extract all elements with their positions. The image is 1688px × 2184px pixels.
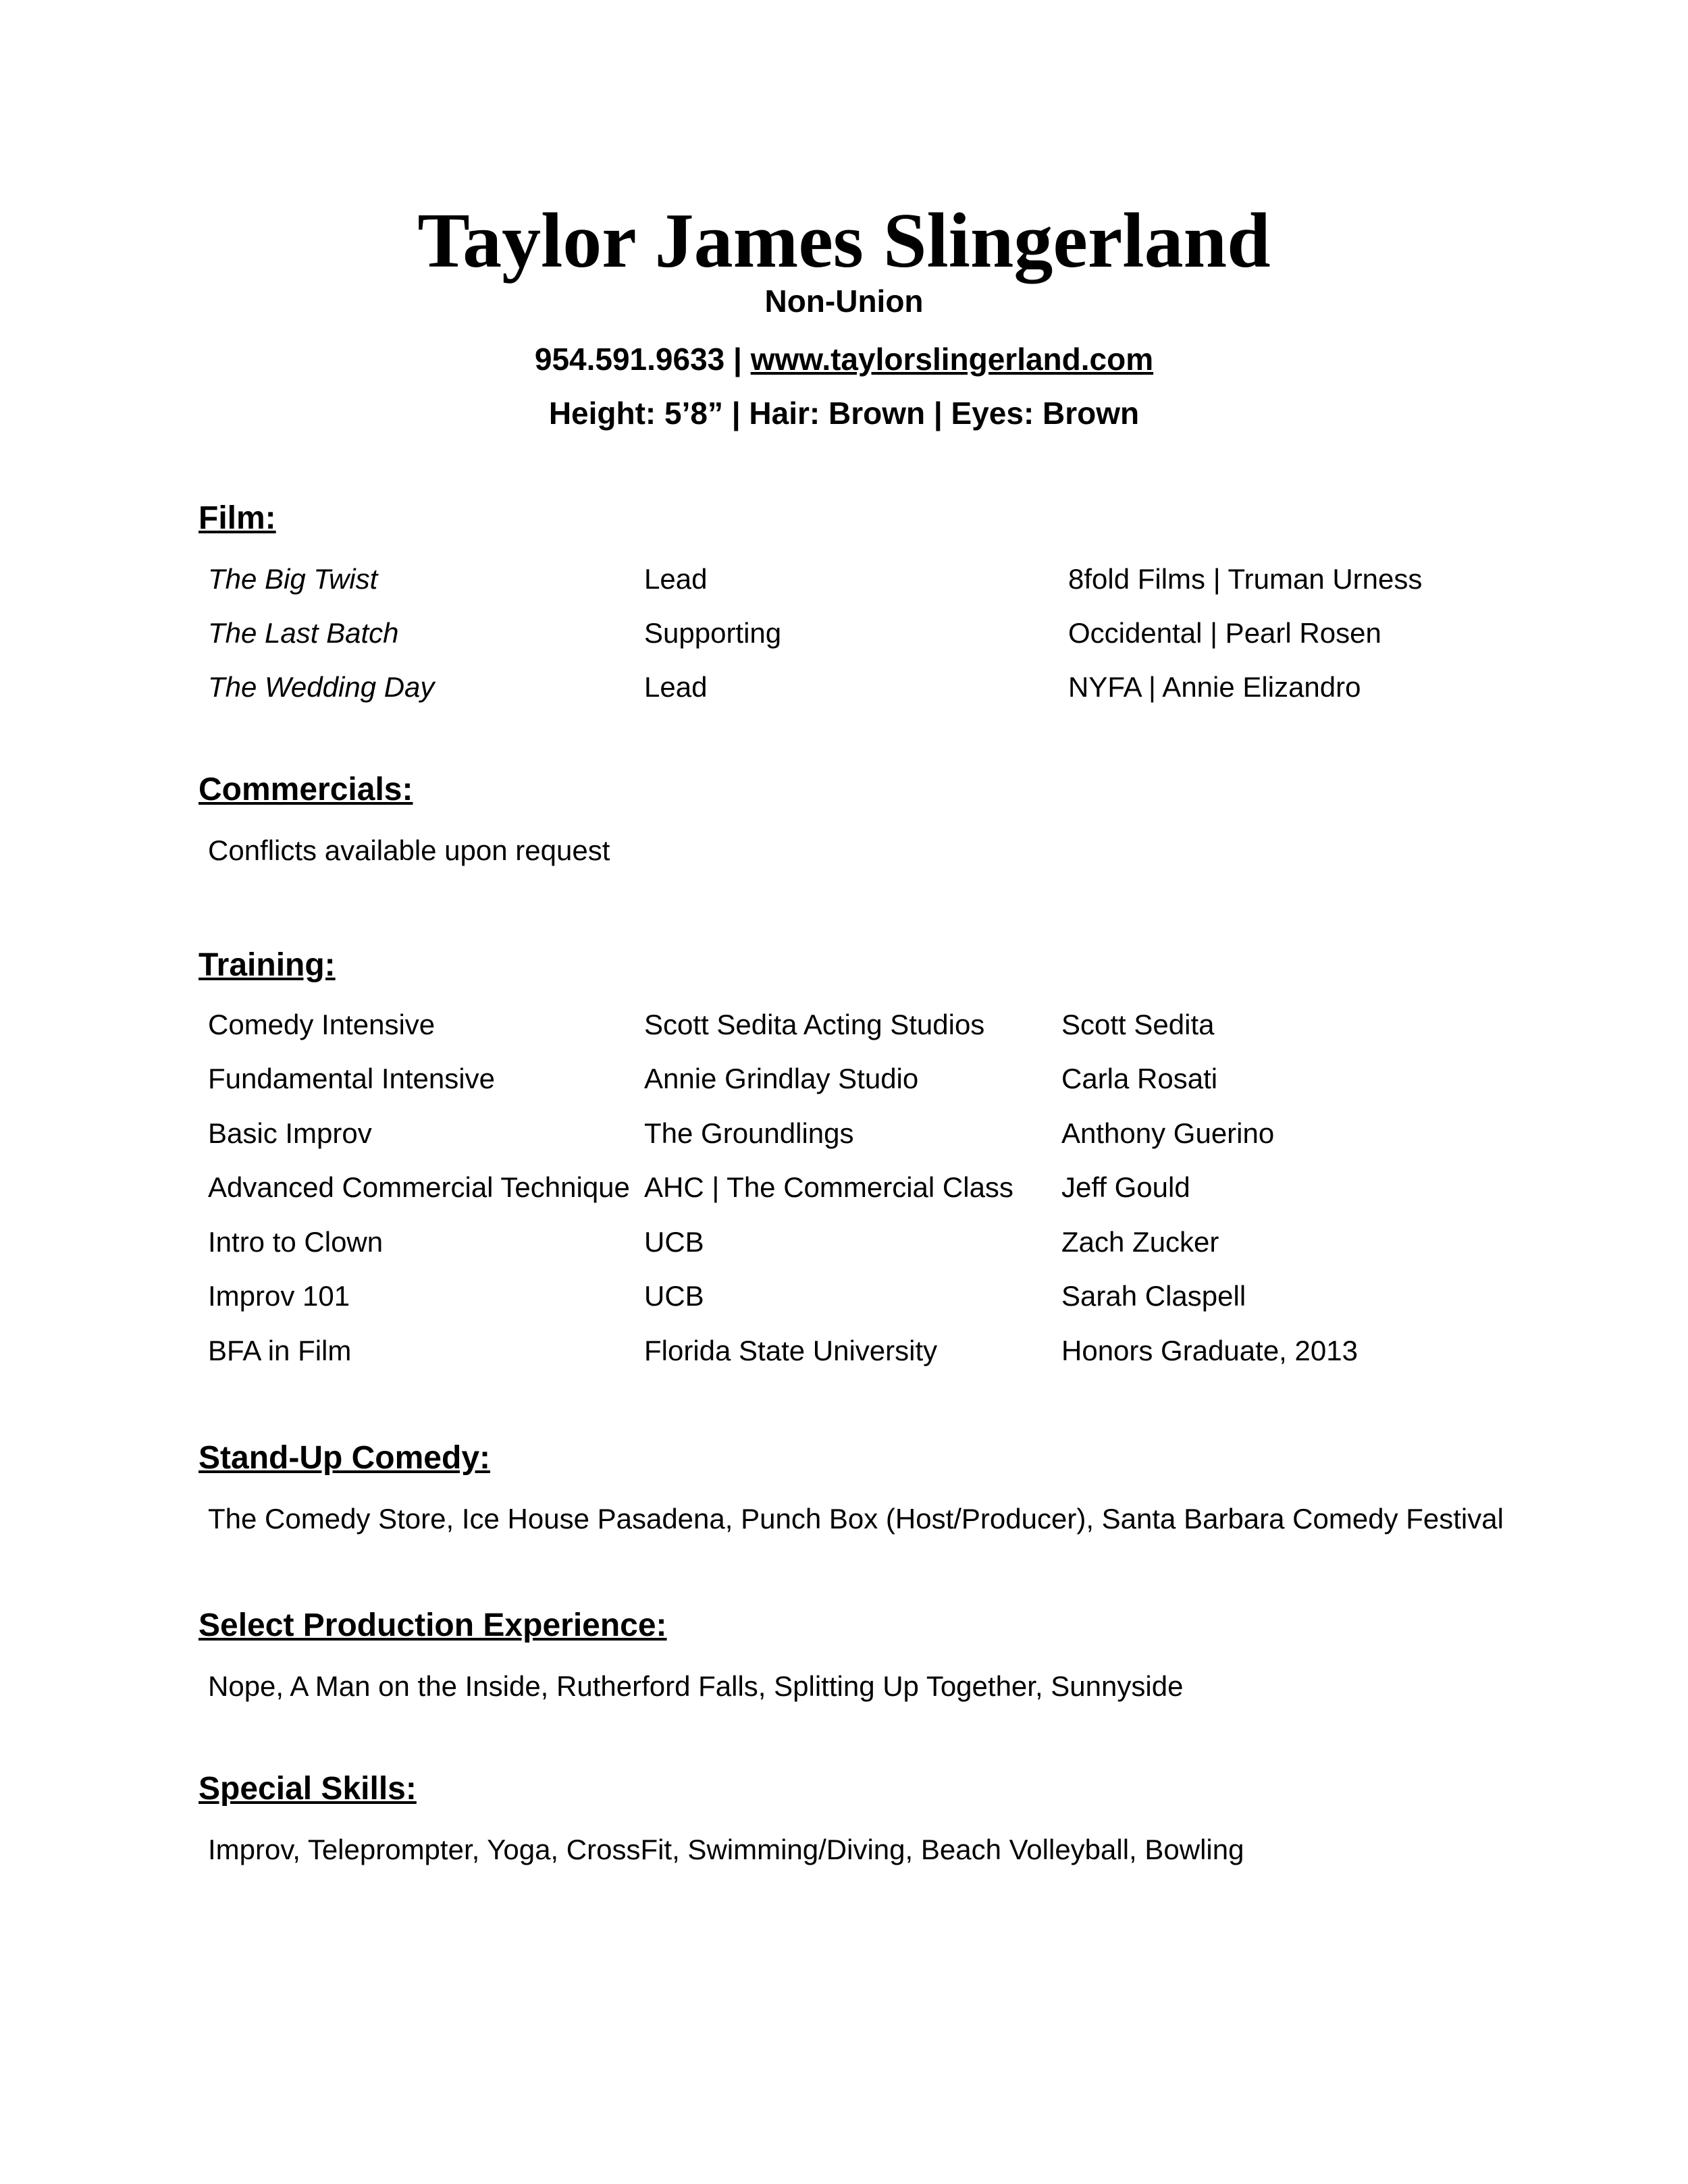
- standup-heading: Stand-Up Comedy:: [199, 1440, 490, 1476]
- training-teacher: Scott Sedita: [1061, 1009, 1215, 1040]
- training-school: Scott Sedita Acting Studios: [644, 1009, 985, 1040]
- training-teacher: Zach Zucker: [1061, 1226, 1219, 1258]
- training-school: UCB: [644, 1226, 704, 1258]
- website-link[interactable]: www.taylorslingerland.com: [750, 342, 1154, 377]
- commercials-heading: Commercials:: [199, 772, 413, 807]
- film-company: 8fold Films | Truman Urness: [1068, 563, 1423, 595]
- film-role: Lead: [644, 563, 708, 595]
- training-row: [0, 1115, 1688, 1152]
- production-text: Nope, A Man on the Inside, Rutherford Falls, Splitting Up Together, Sunnyside: [208, 1670, 1184, 1702]
- training-school: UCB: [644, 1280, 704, 1312]
- standup-text: The Comedy Store, Ice House Pasadena, Punch Box (Host/Producer), Santa Barbara Comedy Festival: [208, 1503, 1504, 1535]
- training-course: Comedy Intensive: [208, 1009, 436, 1040]
- training-teacher: Anthony Guerino: [1061, 1117, 1275, 1149]
- training-teacher: Carla Rosati: [1061, 1063, 1218, 1094]
- film-company: Occidental | Pearl Rosen: [1068, 617, 1381, 649]
- training-course: BFA in Film: [208, 1335, 352, 1366]
- training-school: Florida State University: [644, 1335, 938, 1366]
- training-heading: Training:: [199, 947, 336, 983]
- production-heading: Select Production Experience:: [199, 1607, 667, 1643]
- commercials-text: Conflicts available upon request: [208, 834, 610, 866]
- film-heading: Film:: [199, 500, 276, 536]
- training-school: Annie Grindlay Studio: [644, 1063, 919, 1094]
- union-status: Non-Union: [764, 284, 924, 319]
- skills-text: Improv, Teleprompter, Yoga, CrossFit, Swimming/Diving, Beach Volleyball, Bowling: [208, 1834, 1244, 1865]
- film-row: [0, 668, 1688, 706]
- training-row: [0, 1006, 1688, 1044]
- training-course: Advanced Commercial Technique: [208, 1171, 630, 1203]
- training-row: [0, 1060, 1688, 1098]
- training-teacher: Honors Graduate, 2013: [1061, 1335, 1358, 1366]
- training-course: Fundamental Intensive: [208, 1063, 495, 1094]
- training-course: Improv 101: [208, 1280, 350, 1312]
- film-title: The Big Twist: [208, 563, 378, 595]
- film-role: Lead: [644, 671, 708, 703]
- skills-heading: Special Skills:: [199, 1771, 417, 1807]
- training-school: The Groundlings: [644, 1117, 854, 1149]
- film-company: NYFA | Annie Elizandro: [1068, 671, 1361, 703]
- training-row: [0, 1277, 1688, 1315]
- training-row: [0, 1332, 1688, 1370]
- training-course: Intro to Clown: [208, 1226, 384, 1258]
- film-title: The Last Batch: [208, 617, 399, 649]
- training-row: [0, 1223, 1688, 1261]
- training-row: [0, 1169, 1688, 1206]
- training-school: AHC | The Commercial Class: [644, 1171, 1013, 1203]
- film-role: Supporting: [644, 617, 782, 649]
- phone-number: 954.591.9633: [534, 342, 725, 377]
- film-title: The Wedding Day: [208, 671, 435, 703]
- training-teacher: Jeff Gould: [1061, 1171, 1190, 1203]
- training-teacher: Sarah Claspell: [1061, 1280, 1246, 1312]
- actor-name: Taylor James Slingerland: [417, 198, 1271, 284]
- physical-stats: Height: 5’8” | Hair: Brown | Eyes: Brown: [548, 396, 1140, 431]
- film-row: [0, 614, 1688, 652]
- contact-separator: |: [724, 342, 751, 377]
- contact-line: [0, 340, 1688, 378]
- film-row: [0, 560, 1688, 598]
- training-course: Basic Improv: [208, 1117, 372, 1149]
